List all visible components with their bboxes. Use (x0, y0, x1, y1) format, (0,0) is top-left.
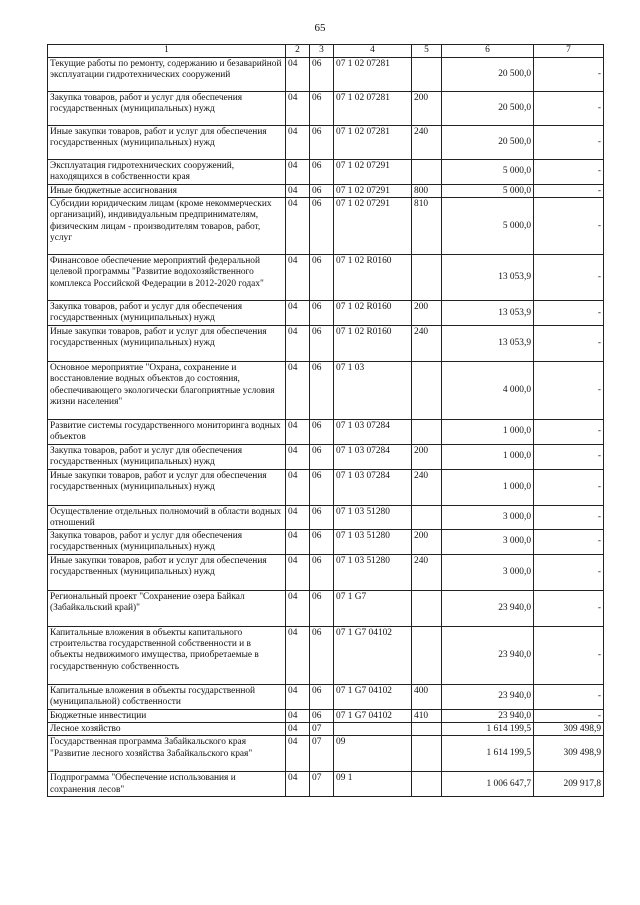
section-code-cell: 04 (286, 736, 310, 772)
row-name-cell: Иные закупки товаров, работ и услуг для обеспечения государственных (муниципальных) нужд (48, 555, 286, 591)
row-name-cell: Подпрограмма "Обеспечение использования и сохранения лесов" (48, 772, 286, 796)
subsection-code-cell: 06 (310, 301, 334, 326)
amount-col7-cell: - (534, 301, 604, 326)
target-article-cell: 09 (334, 736, 412, 772)
amount-col7-cell: - (534, 126, 604, 160)
header-cell: 7 (534, 45, 604, 58)
target-article-cell: 07 1 03 07284 (334, 469, 412, 505)
amount-col6-cell: 5 000,0 (442, 185, 534, 198)
subsection-code-cell: 06 (310, 591, 334, 627)
target-article-cell: 07 1 03 51280 (334, 505, 412, 529)
table-row (48, 685, 604, 710)
amount-col6-cell: 20 500,0 (442, 126, 534, 160)
amount-col6-cell: 13 053,9 (442, 301, 534, 326)
subsection-code-cell: 06 (310, 685, 334, 710)
header-cell: 1 (48, 45, 286, 58)
header-cell: 3 (310, 45, 334, 58)
expense-type-cell (412, 362, 442, 420)
expense-type-cell: 240 (412, 555, 442, 591)
amount-col7-cell: - (534, 710, 604, 723)
target-article-cell: 07 1 03 07284 (334, 444, 412, 469)
target-article-cell: 07 1 02 07281 (334, 58, 412, 92)
row-name-cell: Лесное хозяйство (48, 723, 286, 736)
row-name-cell: Региональный проект "Сохранение озера Байкал (Забайкальский край)" (48, 591, 286, 627)
amount-col7-cell: - (534, 185, 604, 198)
table-row (48, 126, 604, 160)
amount-col6-cell: 1 000,0 (442, 420, 534, 444)
amount-col6-cell: 1 000,0 (442, 444, 534, 469)
target-article-cell: 07 1 03 (334, 362, 412, 420)
amount-col6-cell: 13 053,9 (442, 326, 534, 362)
expense-type-cell: 400 (412, 685, 442, 710)
header-cell: 5 (412, 45, 442, 58)
section-code-cell: 04 (286, 185, 310, 198)
expense-type-cell (412, 420, 442, 444)
target-article-cell: 07 1 03 51280 (334, 530, 412, 555)
amount-col7-cell: - (534, 58, 604, 92)
subsection-code-cell: 06 (310, 530, 334, 555)
expense-type-cell: 240 (412, 469, 442, 505)
table-row (48, 627, 604, 685)
amount-col7-cell: 209 917,8 (534, 772, 604, 796)
row-name-cell: Иные закупки товаров, работ и услуг для обеспечения государственных (муниципальных) нужд (48, 469, 286, 505)
expense-type-cell (412, 591, 442, 627)
amount-col6-cell: 13 053,9 (442, 255, 534, 301)
amount-col7-cell: - (534, 326, 604, 362)
target-article-cell: 07 1 G7 04102 (334, 685, 412, 710)
amount-col7-cell: - (534, 591, 604, 627)
target-article-cell: 07 1 02 07291 (334, 198, 412, 255)
target-article-cell: 07 1 G7 (334, 591, 412, 627)
section-code-cell: 04 (286, 685, 310, 710)
section-code-cell: 04 (286, 710, 310, 723)
subsection-code-cell: 06 (310, 555, 334, 591)
section-code-cell: 04 (286, 420, 310, 444)
target-article-cell: 07 1 02 R0160 (334, 301, 412, 326)
amount-col6-cell: 1 000,0 (442, 469, 534, 505)
amount-col7-cell: - (534, 555, 604, 591)
expense-type-cell: 200 (412, 301, 442, 326)
header-cell: 4 (334, 45, 412, 58)
row-name-cell: Иные закупки товаров, работ и услуг для обеспечения государственных (муниципальных) нужд (48, 326, 286, 362)
table-row (48, 301, 604, 326)
subsection-code-cell: 06 (310, 92, 334, 126)
expense-type-cell: 240 (412, 326, 442, 362)
amount-col6-cell: 3 000,0 (442, 530, 534, 555)
expense-type-cell: 200 (412, 92, 442, 126)
expense-type-cell (412, 58, 442, 92)
header-cell: 2 (286, 45, 310, 58)
amount-col7-cell: - (534, 469, 604, 505)
subsection-code-cell: 07 (310, 723, 334, 736)
subsection-code-cell: 06 (310, 326, 334, 362)
amount-col7-cell: 309 498,9 (534, 723, 604, 736)
expense-type-cell (412, 772, 442, 796)
amount-col7-cell: - (534, 160, 604, 185)
row-name-cell: Эксплуатация гидротехнических сооружений, находящихся в собственности края (48, 160, 286, 185)
amount-col7-cell: - (534, 92, 604, 126)
target-article-cell: 07 1 02 07291 (334, 160, 412, 185)
amount-col6-cell: 1 614 199,5 (442, 736, 534, 772)
amount-col6-cell: 20 500,0 (442, 92, 534, 126)
expense-type-cell: 200 (412, 444, 442, 469)
amount-col7-cell: - (534, 505, 604, 529)
target-article-cell: 07 1 03 07284 (334, 420, 412, 444)
target-article-cell: 07 1 02 07281 (334, 92, 412, 126)
section-code-cell: 04 (286, 469, 310, 505)
amount-col6-cell: 20 500,0 (442, 58, 534, 92)
subsection-code-cell: 06 (310, 444, 334, 469)
row-name-cell: Капитальные вложения в объекты капитального строительства государственной собственности и в объекты недвижимого имущества, приобретаемые в государственную собственность (48, 627, 286, 685)
row-name-cell: Текущие работы по ремонту, содержанию и безаварийной эксплуатации гидротехнических сооружений (48, 58, 286, 92)
table-row (48, 420, 604, 444)
row-name-cell: Развитие системы государственного мониторинга водных объектов (48, 420, 286, 444)
section-code-cell: 04 (286, 444, 310, 469)
amount-col6-cell: 23 940,0 (442, 627, 534, 685)
amount-col7-cell: - (534, 198, 604, 255)
expense-type-cell (412, 736, 442, 772)
target-article-cell (334, 723, 412, 736)
expense-type-cell: 240 (412, 126, 442, 160)
table-row (48, 58, 604, 92)
header-cell: 6 (442, 45, 534, 58)
subsection-code-cell: 07 (310, 736, 334, 772)
table-row (48, 92, 604, 126)
row-name-cell: Субсидии юридическим лицам (кроме некоммерческих организаций), индивидуальным предпринимателям, физическим лицам - производителям товаров, работ, услуг (48, 198, 286, 255)
section-code-cell: 04 (286, 591, 310, 627)
budget-table (47, 44, 604, 797)
table-header-row (48, 45, 604, 58)
target-article-cell: 09 1 (334, 772, 412, 796)
table-row (48, 469, 604, 505)
target-article-cell: 07 1 02 07281 (334, 126, 412, 160)
row-name-cell: Государственная программа Забайкальского края "Развитие лесного хозяйства Забайкальского края" (48, 736, 286, 772)
row-name-cell: Капитальные вложения в объекты государственной (муниципальной) собственности (48, 685, 286, 710)
target-article-cell: 07 1 G7 04102 (334, 627, 412, 685)
subsection-code-cell: 06 (310, 710, 334, 723)
table-row (48, 444, 604, 469)
amount-col7-cell: - (534, 444, 604, 469)
amount-col6-cell: 4 000,0 (442, 362, 534, 420)
subsection-code-cell: 06 (310, 198, 334, 255)
row-name-cell: Закупка товаров, работ и услуг для обеспечения государственных (муниципальных) нужд (48, 301, 286, 326)
table-row (48, 160, 604, 185)
target-article-cell: 07 1 02 07291 (334, 185, 412, 198)
table-row (48, 723, 604, 736)
table-row (48, 362, 604, 420)
row-name-cell: Финансовое обеспечение мероприятий федеральной целевой программы "Развитие водохозяйственного комплекса Российской Федерации в 2012-2020 годах" (48, 255, 286, 301)
amount-col6-cell: 5 000,0 (442, 198, 534, 255)
expense-type-cell: 410 (412, 710, 442, 723)
table-row (48, 736, 604, 772)
row-name-cell: Основное мероприятие "Охрана, сохранение и восстановление водных объектов до состояния, обеспечивающего экологически благоприятные условия жизни населения" (48, 362, 286, 420)
section-code-cell: 04 (286, 530, 310, 555)
amount-col6-cell: 5 000,0 (442, 160, 534, 185)
subsection-code-cell: 06 (310, 126, 334, 160)
amount-col6-cell: 23 940,0 (442, 591, 534, 627)
amount-col7-cell: - (534, 685, 604, 710)
row-name-cell: Бюджетные инвестиции (48, 710, 286, 723)
section-code-cell: 04 (286, 126, 310, 160)
row-name-cell: Закупка товаров, работ и услуг для обеспечения государственных (муниципальных) нужд (48, 530, 286, 555)
table-row (48, 255, 604, 301)
amount-col6-cell: 23 940,0 (442, 710, 534, 723)
subsection-code-cell: 06 (310, 469, 334, 505)
amount-col6-cell: 23 940,0 (442, 685, 534, 710)
amount-col6-cell: 1 006 647,7 (442, 772, 534, 796)
section-code-cell: 04 (286, 92, 310, 126)
amount-col7-cell: - (534, 420, 604, 444)
target-article-cell: 07 1 03 51280 (334, 555, 412, 591)
table-row (48, 326, 604, 362)
amount-col6-cell: 3 000,0 (442, 505, 534, 529)
subsection-code-cell: 06 (310, 160, 334, 185)
section-code-cell: 04 (286, 772, 310, 796)
target-article-cell: 07 1 02 R0160 (334, 255, 412, 301)
subsection-code-cell: 06 (310, 255, 334, 301)
subsection-code-cell: 06 (310, 58, 334, 92)
amount-col6-cell: 1 614 199,5 (442, 723, 534, 736)
table-row (48, 555, 604, 591)
table-row (48, 198, 604, 255)
table-row (48, 530, 604, 555)
expense-type-cell (412, 255, 442, 301)
subsection-code-cell: 06 (310, 420, 334, 444)
expense-type-cell: 200 (412, 530, 442, 555)
subsection-code-cell: 07 (310, 772, 334, 796)
section-code-cell: 04 (286, 362, 310, 420)
amount-col7-cell: - (534, 530, 604, 555)
row-name-cell: Иные бюджетные ассигнования (48, 185, 286, 198)
section-code-cell: 04 (286, 301, 310, 326)
row-name-cell: Иные закупки товаров, работ и услуг для обеспечения государственных (муниципальных) нужд (48, 126, 286, 160)
section-code-cell: 04 (286, 505, 310, 529)
amount-col7-cell: - (534, 255, 604, 301)
expense-type-cell (412, 160, 442, 185)
section-code-cell: 04 (286, 198, 310, 255)
table-row (48, 591, 604, 627)
target-article-cell: 07 1 02 R0160 (334, 326, 412, 362)
section-code-cell: 04 (286, 627, 310, 685)
row-name-cell: Закупка товаров, работ и услуг для обеспечения государственных (муниципальных) нужд (48, 444, 286, 469)
table-row (48, 185, 604, 198)
table-row (48, 505, 604, 529)
expense-type-cell (412, 627, 442, 685)
expense-type-cell (412, 505, 442, 529)
expense-type-cell: 800 (412, 185, 442, 198)
target-article-cell: 07 1 G7 04102 (334, 710, 412, 723)
section-code-cell: 04 (286, 255, 310, 301)
amount-col7-cell: 309 498,9 (534, 736, 604, 772)
amount-col7-cell: - (534, 362, 604, 420)
expense-type-cell (412, 723, 442, 736)
subsection-code-cell: 06 (310, 362, 334, 420)
subsection-code-cell: 06 (310, 185, 334, 198)
page-number: 65 (314, 22, 326, 34)
subsection-code-cell: 06 (310, 505, 334, 529)
table-row (48, 710, 604, 723)
section-code-cell: 04 (286, 723, 310, 736)
row-name-cell: Осуществление отдельных полномочий в области водных отношений (48, 505, 286, 529)
amount-col7-cell: - (534, 627, 604, 685)
table-row (48, 772, 604, 796)
section-code-cell: 04 (286, 555, 310, 591)
section-code-cell: 04 (286, 160, 310, 185)
section-code-cell: 04 (286, 326, 310, 362)
expense-type-cell: 810 (412, 198, 442, 255)
section-code-cell: 04 (286, 58, 310, 92)
amount-col6-cell: 3 000,0 (442, 555, 534, 591)
subsection-code-cell: 06 (310, 627, 334, 685)
row-name-cell: Закупка товаров, работ и услуг для обеспечения государственных (муниципальных) нужд (48, 92, 286, 126)
